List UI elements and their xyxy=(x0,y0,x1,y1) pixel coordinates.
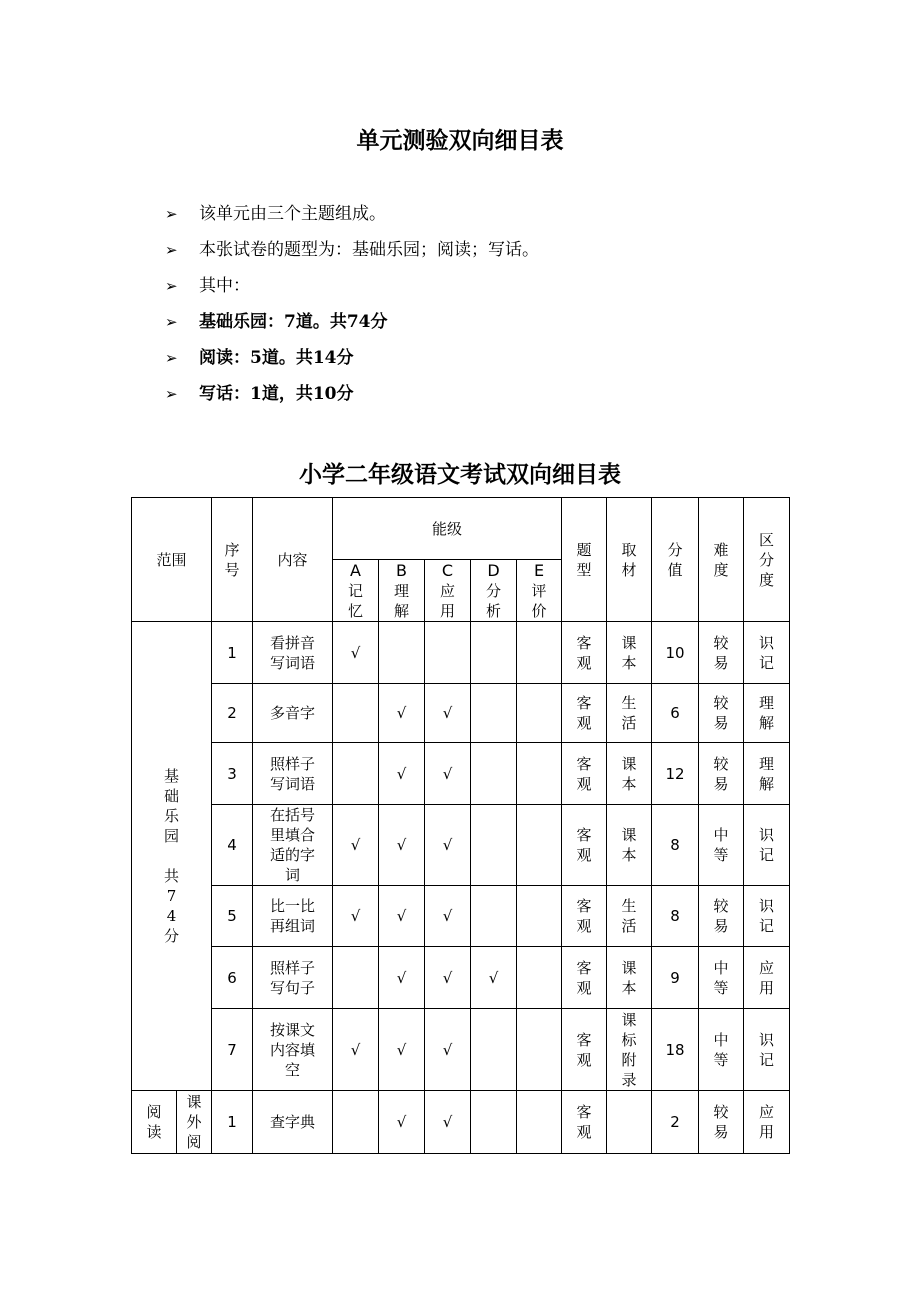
arrow-right-icon: ➢ xyxy=(165,205,178,223)
table-row: 3 照样子写词语 √ √ 客观 课本 12 较易 理解 xyxy=(132,743,790,805)
header-type: 题型 xyxy=(562,498,607,622)
arrow-right-icon: ➢ xyxy=(165,349,178,367)
list-item: ➢ 该单元由三个主题组成。 xyxy=(165,200,539,236)
section-reading-sub: 课外阅 xyxy=(177,1091,212,1154)
section-reading: 阅读 xyxy=(132,1091,177,1154)
header-content: 内容 xyxy=(253,498,333,622)
list-item: ➢ 本张试卷的题型为：基础乐园；阅读；写话。 xyxy=(165,236,539,272)
table-row: 2 多音字 √ √ 客观 生活 6 较易 理解 xyxy=(132,684,790,743)
arrow-right-icon: ➢ xyxy=(165,277,178,295)
table-row: 4 在括号里填合适的字词 √ √ √ 客观 课本 8 中等 识记 xyxy=(132,805,790,886)
arrow-right-icon: ➢ xyxy=(165,241,178,259)
header-level-b: B理解 xyxy=(379,560,425,622)
header-level-e: E评价 xyxy=(517,560,562,622)
header-score: 分值 xyxy=(652,498,699,622)
header-range: 范围 xyxy=(132,498,212,622)
table-row: 6 照样子写句子 √ √ √ 客观 课本 9 中等 应用 xyxy=(132,947,790,1009)
list-item: ➢ 阅读：5道。共14分 xyxy=(165,344,539,380)
header-level-d: D分析 xyxy=(471,560,517,622)
spec-table xyxy=(131,497,790,1154)
table-row: 7 按课文内容填空 √ √ √ 客观 课标附录 18 中等 识记 xyxy=(132,1009,790,1091)
header-level-c: C应用 xyxy=(425,560,471,622)
header-difficulty: 难度 xyxy=(699,498,744,622)
header-level: 能级 xyxy=(333,498,562,560)
table-row: 阅读 课外阅 1 查字典 √ √ 客观 2 较易 应用 xyxy=(132,1091,790,1154)
header-level-a: A记忆 xyxy=(333,560,379,622)
page-title: 单元测验双向细目表 xyxy=(356,128,564,154)
arrow-right-icon: ➢ xyxy=(165,313,178,331)
section-basic: 基础乐园 共74分 xyxy=(132,622,212,1091)
list-item: ➢ 其中： xyxy=(165,272,539,308)
table-row: 基础乐园 共74分 1 看拼音写词语 √ 客观 课本 10 较易 识记 xyxy=(132,622,790,684)
list-item: ➢ 写话：1道，共10分 xyxy=(165,380,539,416)
table-title: 小学二年级语文考试双向细目表 xyxy=(299,462,621,488)
header-seq: 序号 xyxy=(212,498,253,622)
list-item: ➢ 基础乐园：7道。共74分 xyxy=(165,308,539,344)
header-discrimination: 区分度 xyxy=(744,498,790,622)
header-source: 取材 xyxy=(607,498,652,622)
intro-list xyxy=(165,200,539,416)
table-row: 5 比一比再组词 √ √ √ 客观 生活 8 较易 识记 xyxy=(132,886,790,947)
arrow-right-icon: ➢ xyxy=(165,385,178,403)
